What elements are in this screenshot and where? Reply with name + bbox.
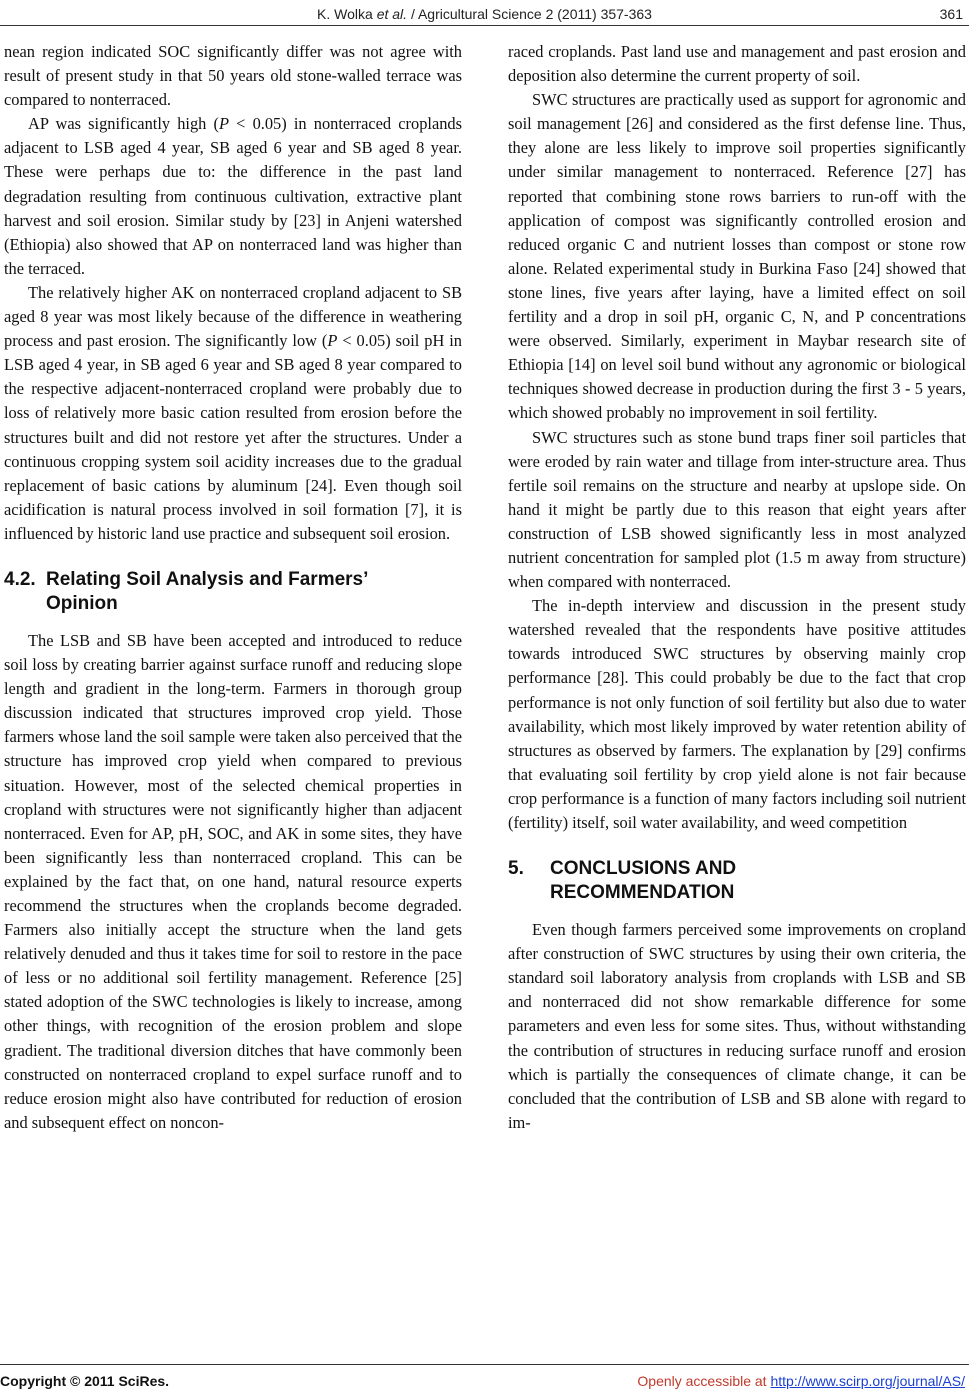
text-run: AP was significantly high ( bbox=[28, 114, 219, 134]
paragraph bbox=[4, 281, 462, 546]
paragraph: nean region indicated SOC significantly differ was not agree with result of present study in that 50 years old stone-walled terrace was compared to nonterraced. bbox=[4, 42, 462, 110]
section-title-line1: Relating Soil Analysis and Farmers’ bbox=[46, 568, 369, 590]
header-divider bbox=[0, 25, 969, 26]
page-number: 361 bbox=[939, 6, 963, 22]
citation-text: / Agricultural Science 2 (2011) 357-363 bbox=[407, 6, 652, 22]
open-access-notice bbox=[637, 1373, 965, 1389]
section-number: 4.2. bbox=[4, 568, 36, 590]
p-value-symbol: P bbox=[219, 114, 230, 134]
footer-divider bbox=[0, 1364, 969, 1365]
journal-link[interactable]: http://www.scirp.org/journal/AS/ bbox=[770, 1373, 965, 1389]
page-footer bbox=[0, 1352, 969, 1389]
paragraph: Even though farmers perceived some improvements on cropland after construction of SWC structures by using their own criteria, the standard soil laboratory analysis from croplands with LSB and SB and nonterraced did not show remarkable difference for some parameters and even less for some sites. Thus, without withstanding the contribution of structures in reducing surface runoff and erosion which is partially the consequences of climate change, it can be concluded that the contribution of LSB and SB alone with regard to im- bbox=[508, 920, 966, 1132]
right-column bbox=[508, 40, 966, 1342]
copyright-notice: Copyright © 2011 SciRes. bbox=[0, 1373, 170, 1389]
access-label: Openly accessible at bbox=[637, 1373, 771, 1389]
text-run: < 0.05) soil pH in LSB aged 4 year, in SB aged 6 year and SB aged 8 year compared to the respective adjacent-nonterraced cropland were probably due to loss of relatively more basic cation resulted from erosion before the structures built and did not restore yet after the structures. Under a continuous cropping system soil acidity increases due to the gradual replacement of basic cations by aluminum [24]. Even though soil acidification is natural process involved in soil formation [7], it is influenced by historic land use practice and subsequent soil erosion. bbox=[4, 331, 462, 543]
paragraph: SWC structures are practically used as support for agronomic and soil management [26] and considered as the first defense line. Thus, they alone are less likely to improve soil properties significantly under similar management to nonterraced. Reference [27] has reported that combining stone rows barriers to run-off with the application of compost was significantly controlled erosion and reduced organic C and nutrient losses than compost or stone row alone. Related experimental study in Burkina Faso [24] showed that stone lines, five years after laying, have a limited effect on soil fertility and a drop in soil pH, organic C, N, and P concentrations were observed. Similarly, experiment in Maybar research site of Ethiopia [14] on level soil bund without any agronomic or biological techniques showed decrease in production during the first 3 - 5 years, which showed probably no improvement in soil fertility. bbox=[508, 90, 966, 423]
paragraph: SWC structures such as stone bund traps finer soil particles that were eroded by rain water and tillage from inter-structure area. Thus fertile soil remains on the structure and nearby at upslope side. On hand it might be partly due to this reason that eight years after construction of LSB showed significantly less in most analyzed nutrient concentration for sampled plot (1.5 m away from structure) when compared with nonterraced. bbox=[508, 427, 966, 592]
section-number: 5. bbox=[508, 858, 524, 880]
section-title-line1: CONCLUSIONS AND bbox=[550, 858, 737, 880]
section-heading-4-2 bbox=[4, 568, 462, 616]
left-column bbox=[4, 40, 462, 1342]
paragraph bbox=[4, 112, 462, 281]
section-title-line2: Opinion bbox=[46, 592, 118, 614]
section-heading-5 bbox=[508, 857, 966, 905]
paragraph: The LSB and SB have been accepted and introduced to reduce soil loss by creating barrier against surface runoff and reducing slope length and gradient in the long-term. Farmers in thorough group discussion indicated that structures improved crop yield. Those farmers whose land the soil sample were taken also perceived that the structure has improved crop yield when compared to previous situation. However, most of the selected chemical properties in cropland with structures were not significantly higher than adjacent nonterraced. Even for AP, pH, SOC, and AK in some sites, they have been significantly less than nonterraced cropland. This can be explained by the fact that, on one hand, natural resource experts recommend the structures when the croplands become degraded. Farmers also initially accept the structure when the land gets relatively denuded and thus it takes time for soil to restore in the pace of less or no additional soil fertility management. Reference [25] stated adoption of the SWC technologies is likely to increase, among other things, with recognition of the erosion problem and slope gradient. The traditional diversion ditches that have commonly been constructed on nonterraced cropland to expel surface runoff and to reduce erosion might also have contributed for reduction of erosion and subsequent effect on noncon- bbox=[4, 630, 462, 1132]
et-al: et al. bbox=[376, 6, 408, 22]
running-header bbox=[0, 0, 969, 26]
journal-citation bbox=[0, 6, 969, 22]
text-run: The relatively higher AK on nonterraced cropland adjacent to SB aged 8 year was most likely because of the difference in weathering process and past erosion. The significantly low ( bbox=[4, 282, 462, 351]
paragraph: raced croplands. Past land use and management and past erosion and deposition also determine the current property of soil. bbox=[508, 42, 966, 86]
p-value-symbol: P bbox=[327, 331, 338, 351]
authors: K. Wolka bbox=[317, 6, 377, 22]
section-title-line2: RECOMMENDATION bbox=[550, 882, 735, 904]
text-run: < 0.05) in nonterraced croplands adjacent to LSB aged 4 year, SB aged 6 year and SB aged 8 year. These were perhaps due to: the difference in the past land degradation resulting from continuous cultivation, extractive plant harvest and soil erosion. Similar study by [23] in Anjeni watershed (Ethiopia) also showed that AP on nonterraced land was higher than the terraced. bbox=[4, 114, 462, 278]
paragraph: The in-depth interview and discussion in the present study watershed revealed that the respondents have positive attitudes towards introduced SWC structures by observing mainly crop performance [28]. This could probably be due to the fact that crop performance is not only function of soil fertility but also due to water availability, which most likely improved by water retention ability of structures as observed by farmers. The explanation by [29] confirms that evaluating soil fertility by crop yield alone is not fair because crop performance is a function of many factors including soil nutrient (fertility) itself, soil water availability, and weed competition bbox=[508, 596, 966, 832]
